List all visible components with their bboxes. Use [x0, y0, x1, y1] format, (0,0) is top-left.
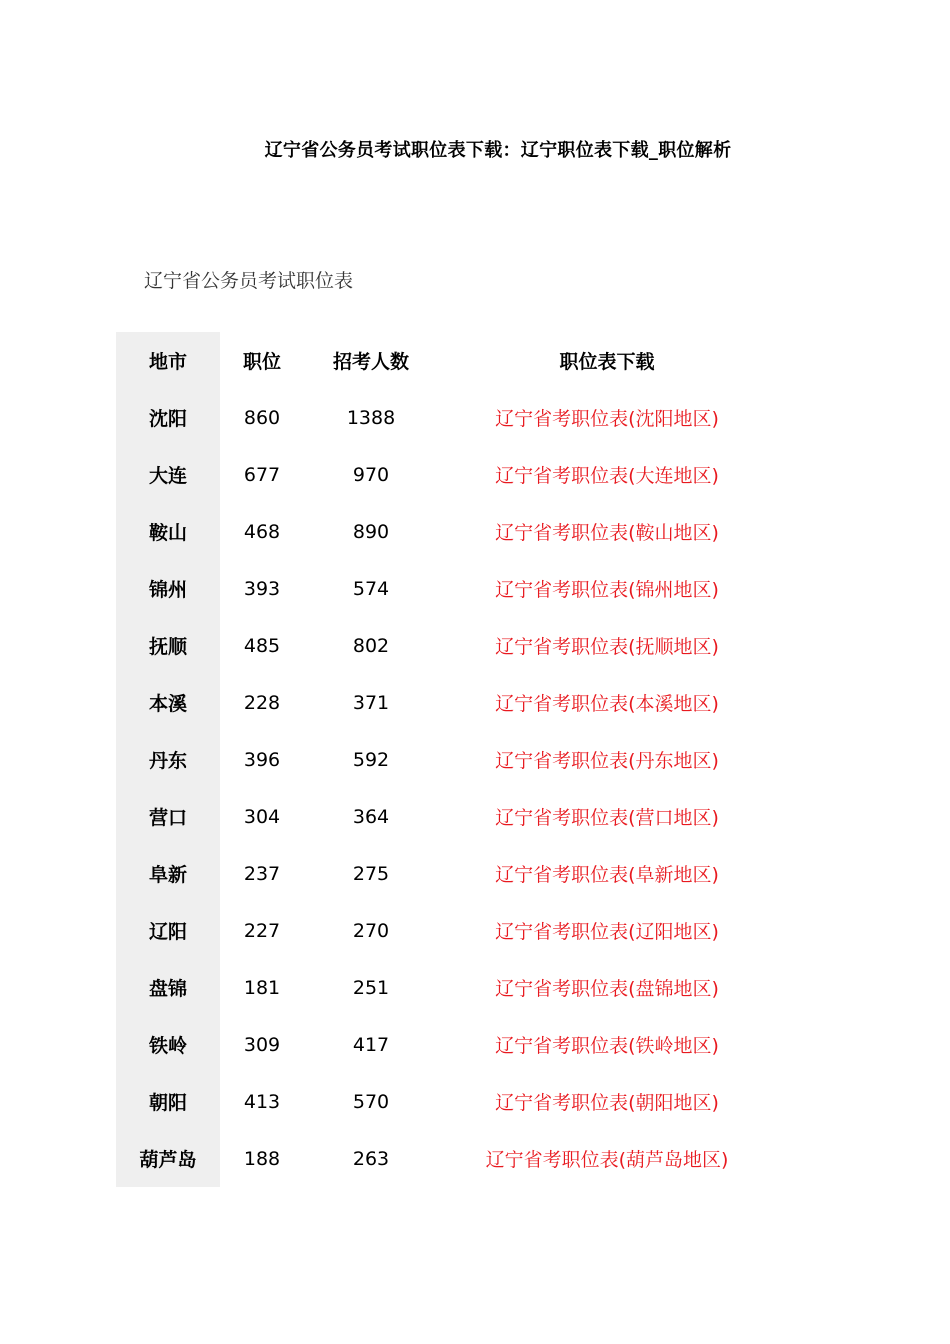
- download-link[interactable]: 辽宁省考职位表(沈阳地区): [495, 408, 719, 430]
- download-link[interactable]: 辽宁省考职位表(阜新地区): [495, 864, 719, 886]
- positions-cell: 413: [243, 1090, 281, 1113]
- header-download: 职位表下载: [559, 351, 655, 373]
- download-link[interactable]: 辽宁省考职位表(本溪地区): [495, 693, 719, 715]
- city-cell: 朝阳: [148, 1092, 187, 1114]
- positions-cell: 677: [243, 463, 281, 486]
- recruits-cell: 592: [352, 748, 390, 771]
- positions-cell: 393: [243, 577, 281, 600]
- header-recruits: 招考人数: [332, 351, 409, 373]
- table-row: [116, 959, 776, 1016]
- table-row: [116, 560, 776, 617]
- download-link[interactable]: 辽宁省考职位表(朝阳地区): [495, 1092, 719, 1114]
- recruits-cell: 1388: [346, 406, 396, 429]
- table-row: [116, 902, 776, 959]
- positions-cell: 181: [243, 976, 281, 999]
- table-row: [116, 1016, 776, 1073]
- recruits-cell: 371: [352, 691, 390, 714]
- recruits-cell: 417: [352, 1033, 390, 1056]
- recruits-cell: 802: [352, 634, 390, 657]
- city-cell: 抚顺: [148, 636, 187, 658]
- positions-cell: 309: [243, 1033, 281, 1056]
- table-row: [116, 674, 776, 731]
- city-cell: 丹东: [148, 750, 187, 772]
- positions-cell: 485: [243, 634, 281, 657]
- table-row: [116, 446, 776, 503]
- download-link[interactable]: 辽宁省考职位表(抚顺地区): [495, 636, 719, 658]
- table-row: [116, 788, 776, 845]
- recruits-cell: 970: [352, 463, 390, 486]
- header-city: 地市: [148, 351, 187, 373]
- recruits-cell: 270: [352, 919, 390, 942]
- city-cell: 本溪: [148, 693, 187, 715]
- positions-cell: 188: [243, 1147, 281, 1170]
- download-link[interactable]: 辽宁省考职位表(辽阳地区): [495, 921, 719, 943]
- positions-cell: 237: [243, 862, 281, 885]
- table-row: [116, 1130, 776, 1187]
- header-positions: 职位: [242, 351, 281, 373]
- positions-cell: 304: [243, 805, 281, 828]
- positions-cell: 227: [243, 919, 281, 942]
- recruits-cell: 251: [352, 976, 390, 999]
- city-cell: 阜新: [148, 864, 187, 886]
- positions-table: [116, 332, 776, 1187]
- city-cell: 盘锦: [148, 978, 187, 1000]
- page-title: 辽宁省公务员考试职位表下载：辽宁职位表下载_职位解析: [264, 140, 732, 161]
- download-link[interactable]: 辽宁省考职位表(铁岭地区): [495, 1035, 719, 1057]
- download-link[interactable]: 辽宁省考职位表(锦州地区): [495, 579, 719, 601]
- city-cell: 大连: [148, 465, 187, 487]
- city-cell: 沈阳: [148, 408, 187, 430]
- table-row: [116, 731, 776, 788]
- city-cell: 锦州: [148, 579, 187, 601]
- city-cell: 辽阳: [148, 921, 187, 943]
- positions-cell: 228: [243, 691, 281, 714]
- table-row: [116, 503, 776, 560]
- table-row: [116, 389, 776, 446]
- recruits-cell: 890: [352, 520, 390, 543]
- positions-cell: 860: [243, 406, 281, 429]
- recruits-cell: 275: [352, 862, 390, 885]
- download-link[interactable]: 辽宁省考职位表(盘锦地区): [495, 978, 719, 1000]
- recruits-cell: 570: [352, 1090, 390, 1113]
- positions-cell: 468: [243, 520, 281, 543]
- download-link[interactable]: 辽宁省考职位表(丹东地区): [495, 750, 719, 772]
- download-link[interactable]: 辽宁省考职位表(营口地区): [495, 807, 719, 829]
- download-link[interactable]: 辽宁省考职位表(大连地区): [495, 465, 719, 487]
- table-row: [116, 845, 776, 902]
- city-cell: 葫芦岛: [139, 1149, 197, 1171]
- city-cell: 铁岭: [148, 1035, 187, 1057]
- city-cell: 鞍山: [148, 522, 187, 544]
- recruits-cell: 574: [352, 577, 390, 600]
- city-cell: 营口: [148, 807, 187, 829]
- recruits-cell: 364: [352, 805, 390, 828]
- recruits-cell: 263: [352, 1147, 390, 1170]
- table-row: [116, 617, 776, 674]
- positions-cell: 396: [243, 748, 281, 771]
- section-title: 辽宁省公务员考试职位表: [144, 270, 354, 292]
- download-link[interactable]: 辽宁省考职位表(葫芦岛地区): [485, 1149, 729, 1171]
- table-header-row: [116, 332, 776, 389]
- table-row: [116, 1073, 776, 1130]
- download-link[interactable]: 辽宁省考职位表(鞍山地区): [495, 522, 719, 544]
